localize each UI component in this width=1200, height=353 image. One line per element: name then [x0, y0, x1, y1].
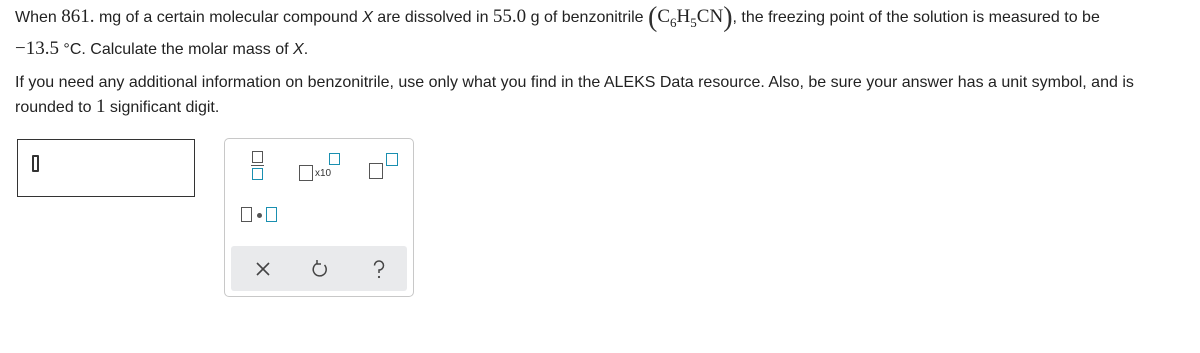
chemical-formula: [657, 6, 724, 30]
instructions-text: rounded to: [15, 99, 96, 116]
x10-label: x10: [315, 168, 332, 179]
formula-element-c: C: [657, 6, 671, 27]
math-palette: [224, 138, 414, 297]
instructions-text: significant digit.: [105, 99, 220, 116]
formula-subscript-h: 5: [690, 15, 697, 30]
undo-button[interactable]: [309, 258, 331, 280]
question-text: .: [303, 41, 309, 58]
input-placeholder-box: [32, 155, 39, 172]
superscript-button[interactable]: [369, 153, 399, 181]
multiplication-dot-button[interactable]: [241, 207, 277, 223]
question-text: When: [15, 9, 62, 26]
formula-open-paren: (: [648, 2, 658, 33]
question-text: g of benzonitrile: [526, 9, 649, 26]
compound-variable: X: [293, 41, 304, 58]
formula-subscript-c: 6: [670, 15, 677, 30]
instructions-line-1: If you need any additional information on benzonitrile, use only what you find in the ALEKS Data resource. Also, be sure your answer has a unit symbol, and is: [15, 74, 1134, 91]
clear-icon: [252, 258, 274, 280]
formula-close-paren: ): [723, 2, 733, 33]
significant-digits: 1: [95, 96, 106, 117]
palette-footer: [231, 246, 407, 291]
formula-element-h: H: [676, 6, 691, 27]
undo-icon: [309, 258, 331, 280]
question-text: mg of a certain molecular compound: [94, 9, 363, 26]
question-text: are dissolved in: [372, 9, 493, 26]
fraction-button[interactable]: [251, 151, 267, 181]
compound-mass: 861.: [61, 6, 95, 27]
question-line-2: [15, 38, 308, 60]
question-text: , the freezing point of the solution is measured to be: [732, 9, 1100, 26]
formula-group-cn: CN: [696, 6, 724, 27]
question-text: °C. Calculate the molar mass of: [58, 41, 294, 58]
question-line-1: [15, 2, 1100, 33]
freezing-point-value: −13.5: [15, 38, 59, 59]
help-button[interactable]: [368, 258, 390, 280]
answer-input[interactable]: [17, 139, 195, 197]
help-icon: [368, 258, 390, 280]
clear-button[interactable]: [252, 258, 274, 280]
solvent-mass: 55.0: [492, 6, 527, 27]
compound-variable: X: [362, 9, 373, 26]
instructions-line-2: [15, 96, 219, 118]
scientific-notation-button[interactable]: [299, 153, 343, 181]
